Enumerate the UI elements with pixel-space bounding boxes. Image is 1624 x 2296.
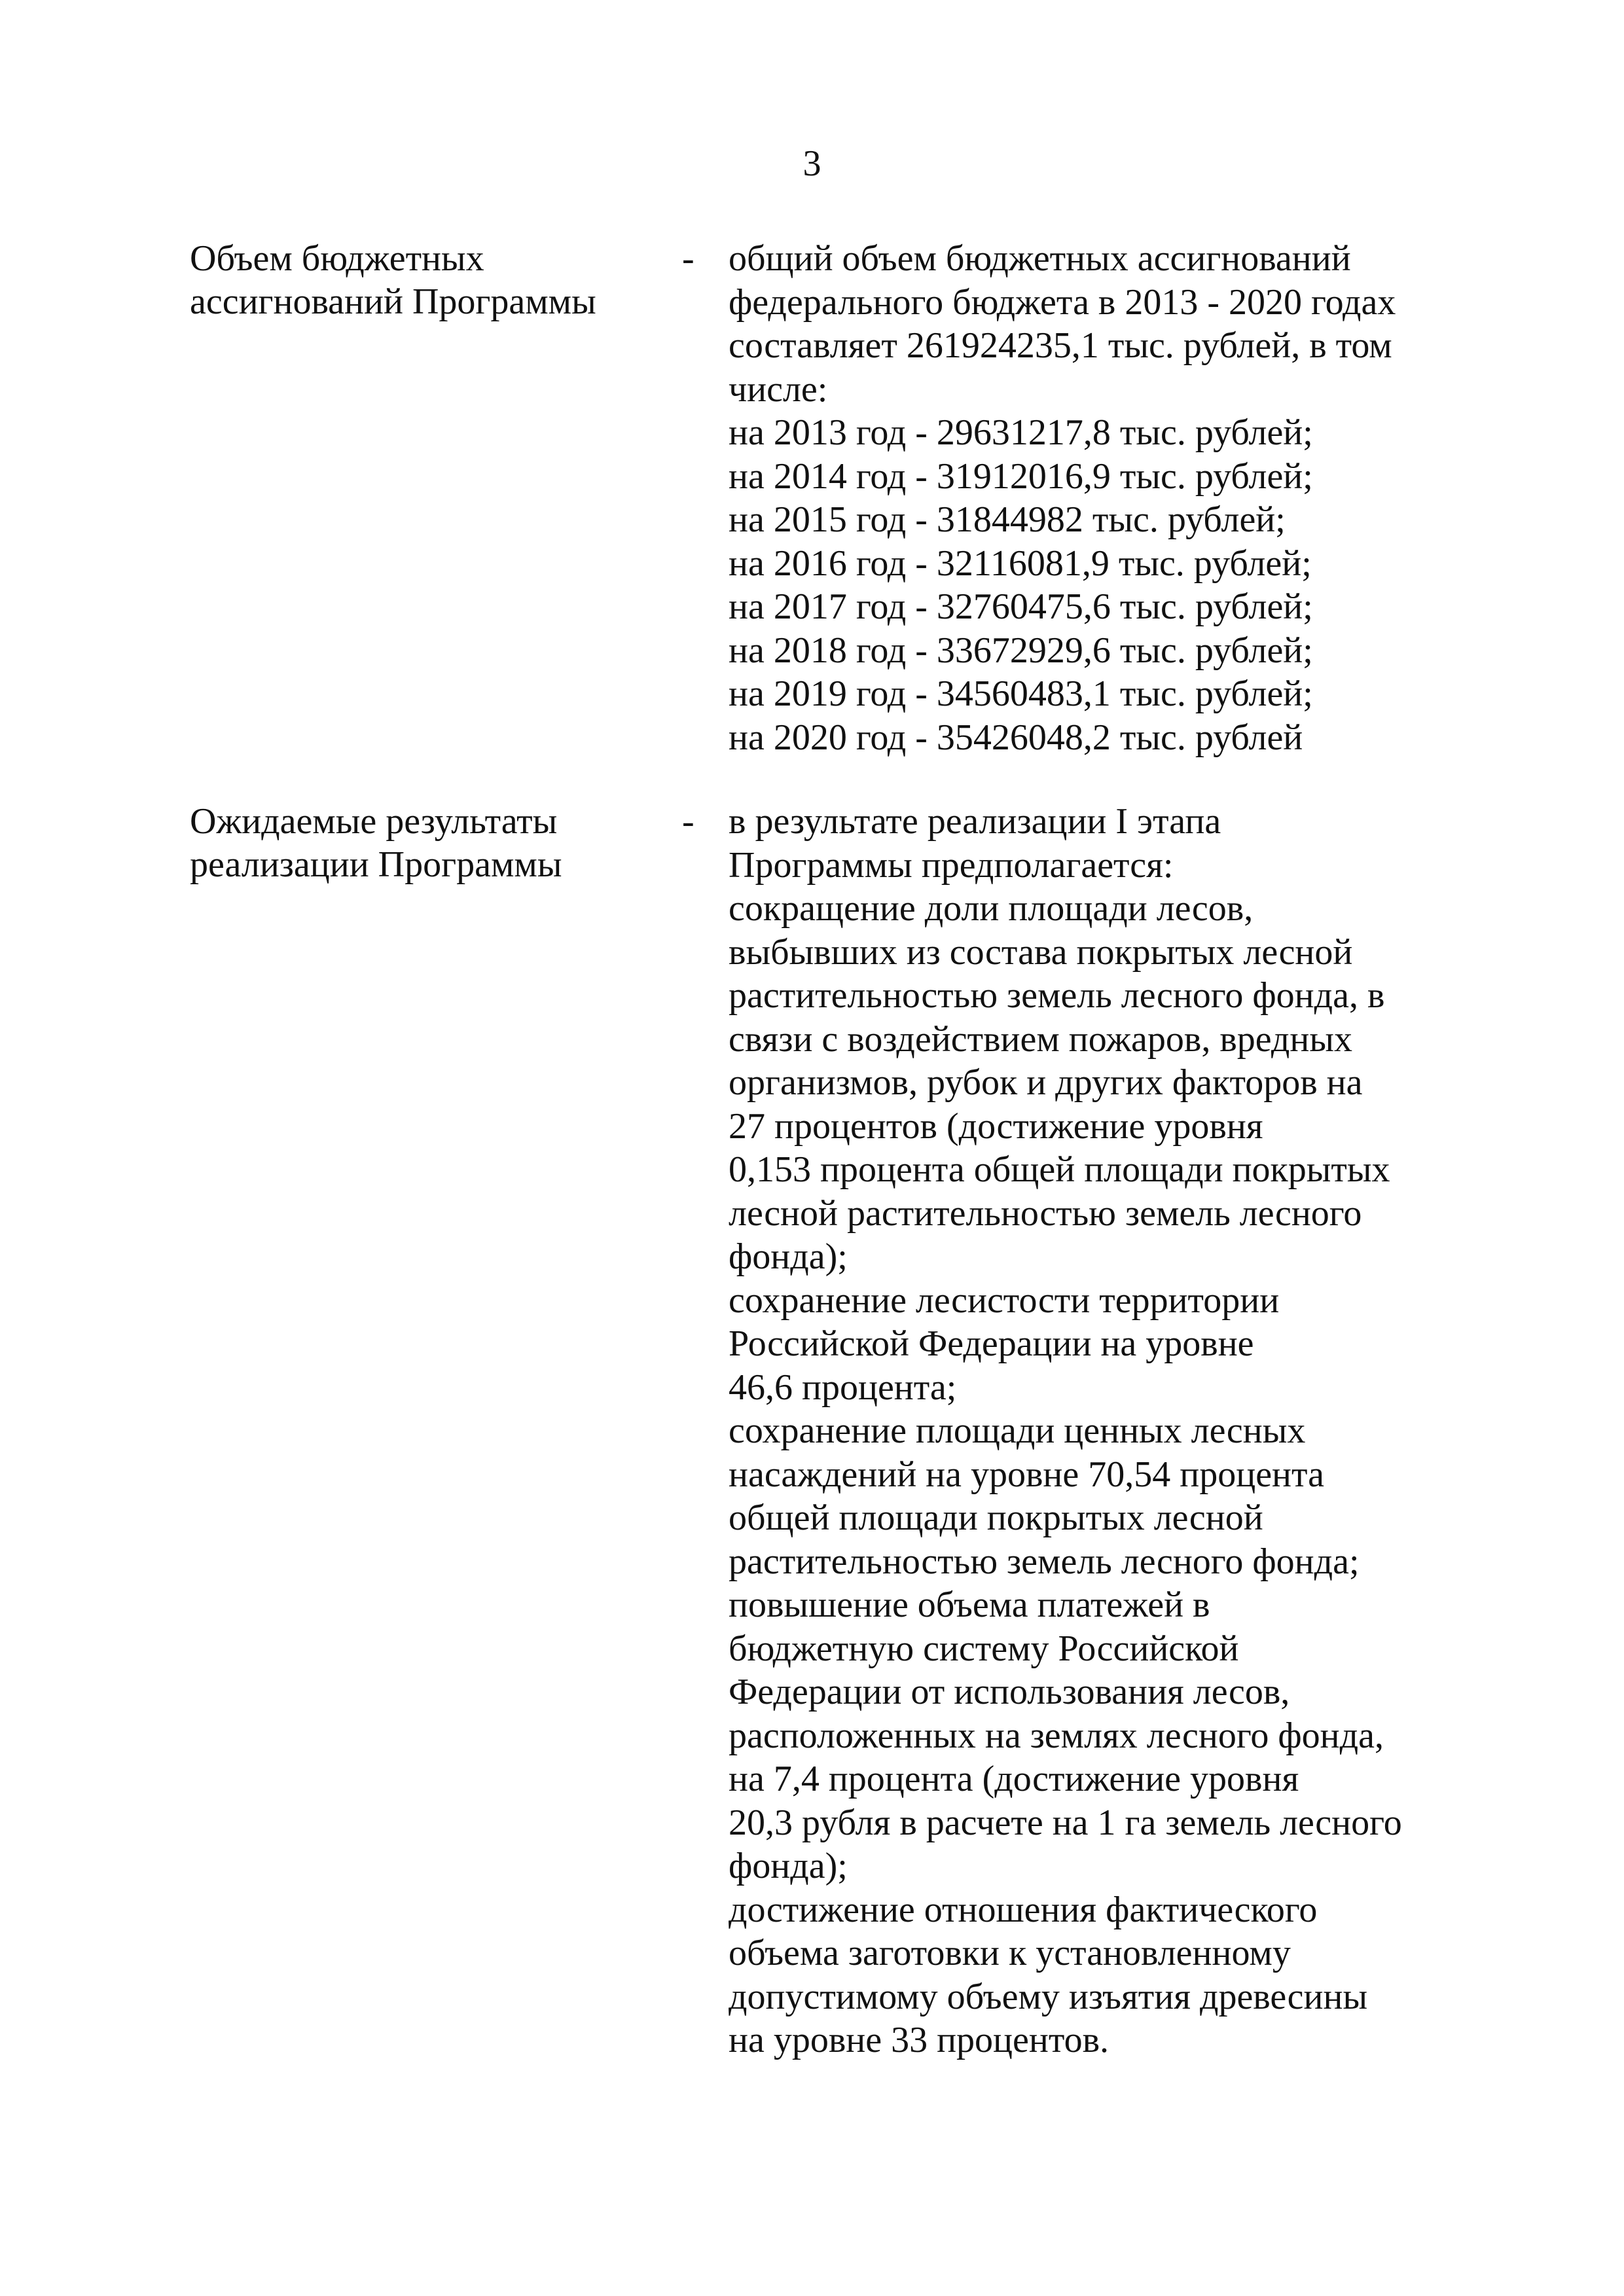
budget-line: общий объем бюджетных ассигнований [729,238,1351,279]
results-line: сохранение лесистости территории [729,1280,1280,1321]
results-line: в результате реализации I этапа [729,801,1221,842]
budget-line: составляет 261924235,1 тыс. рублей, в том [729,325,1392,366]
page-number: 3 [803,143,821,184]
results-line: на уровне 33 процентов. [729,2020,1110,2060]
results-line: на 7,4 процента (достижение уровня [729,1759,1299,1799]
results-label [190,800,661,886]
budget-line: на 2019 год - 34560483,1 тыс. рублей; [729,673,1313,714]
results-line: бюджетную систему Российской [729,1628,1239,1669]
budget-line: на 2013 год - 29631217,8 тыс. рублей; [729,412,1313,453]
results-dash: - [682,801,695,842]
budget-line: числе: [729,368,828,410]
budget-line: на 2016 год - 32116081,9 тыс. рублей; [729,543,1312,584]
results-line: объема заготовки к установленному [729,1933,1291,1973]
results-line: расположенных на землях лесного фонда, [729,1715,1384,1756]
results-line: Программы предполагается: [729,844,1174,886]
budget-line: на 2018 год - 33672929,6 тыс. рублей; [729,630,1313,671]
results-line: Российской Федерации на уровне [729,1323,1254,1364]
budget-dash: - [682,238,695,279]
budget-line: федерального бюджета в 2013 - 2020 годах [729,281,1396,323]
results-label-line: реализации Программы [190,844,562,885]
results-line: 46,6 процента; [729,1367,957,1408]
budget-line: на 2014 год - 31912016,9 тыс. рублей; [729,456,1313,497]
results-line: Федерации от использования лесов, [729,1672,1290,1712]
results-line: повышение объема платежей в [729,1585,1210,1625]
results-line: фонда); [729,1236,848,1277]
results-line: связи с воздействием пожаров, вредных [729,1018,1352,1060]
results-line: растительностью земель лесного фонда, в [729,975,1385,1016]
results-line: сокращение доли площади лесов, [729,888,1254,929]
results-line: организмов, рубок и других факторов на [729,1062,1363,1103]
budget-line: на 2017 год - 32760475,6 тыс. рублей; [729,586,1313,627]
budget-label-line: ассигнований Программы [190,281,596,322]
budget-content [729,237,1481,759]
results-line: 27 процентов (достижение уровня [729,1105,1263,1147]
budget-line: на 2015 год - 31844982 тыс. рублей; [729,499,1286,540]
results-line: достижение отношения фактического [729,1889,1318,1930]
results-line: выбывших из состава покрытых лесной [729,931,1353,973]
results-line: растительностью земель лесного фонда; [729,1541,1360,1582]
results-line: фонда); [729,1846,848,1886]
budget-line: на 2020 год - 35426048,2 тыс. рублей [729,717,1303,758]
results-line: насаждений на уровне 70,54 процента [729,1454,1325,1495]
budget-label-line: Объем бюджетных [190,238,484,279]
results-line: лесной растительностью земель лесного [729,1193,1362,1234]
results-line: общей площади покрытых лесной [729,1498,1263,1538]
results-line: 0,153 процента общей площади покрытых [729,1149,1390,1190]
results-line: 20,3 рубля в расчете на 1 га земель лесного [729,1802,1402,1843]
results-line: сохранение площади ценных лесных [729,1410,1306,1451]
results-content [729,800,1481,2062]
budget-label [190,237,661,323]
results-line: допустимому объему изъятия древесины [729,1976,1368,2017]
results-label-line: Ожидаемые результаты [190,801,558,842]
